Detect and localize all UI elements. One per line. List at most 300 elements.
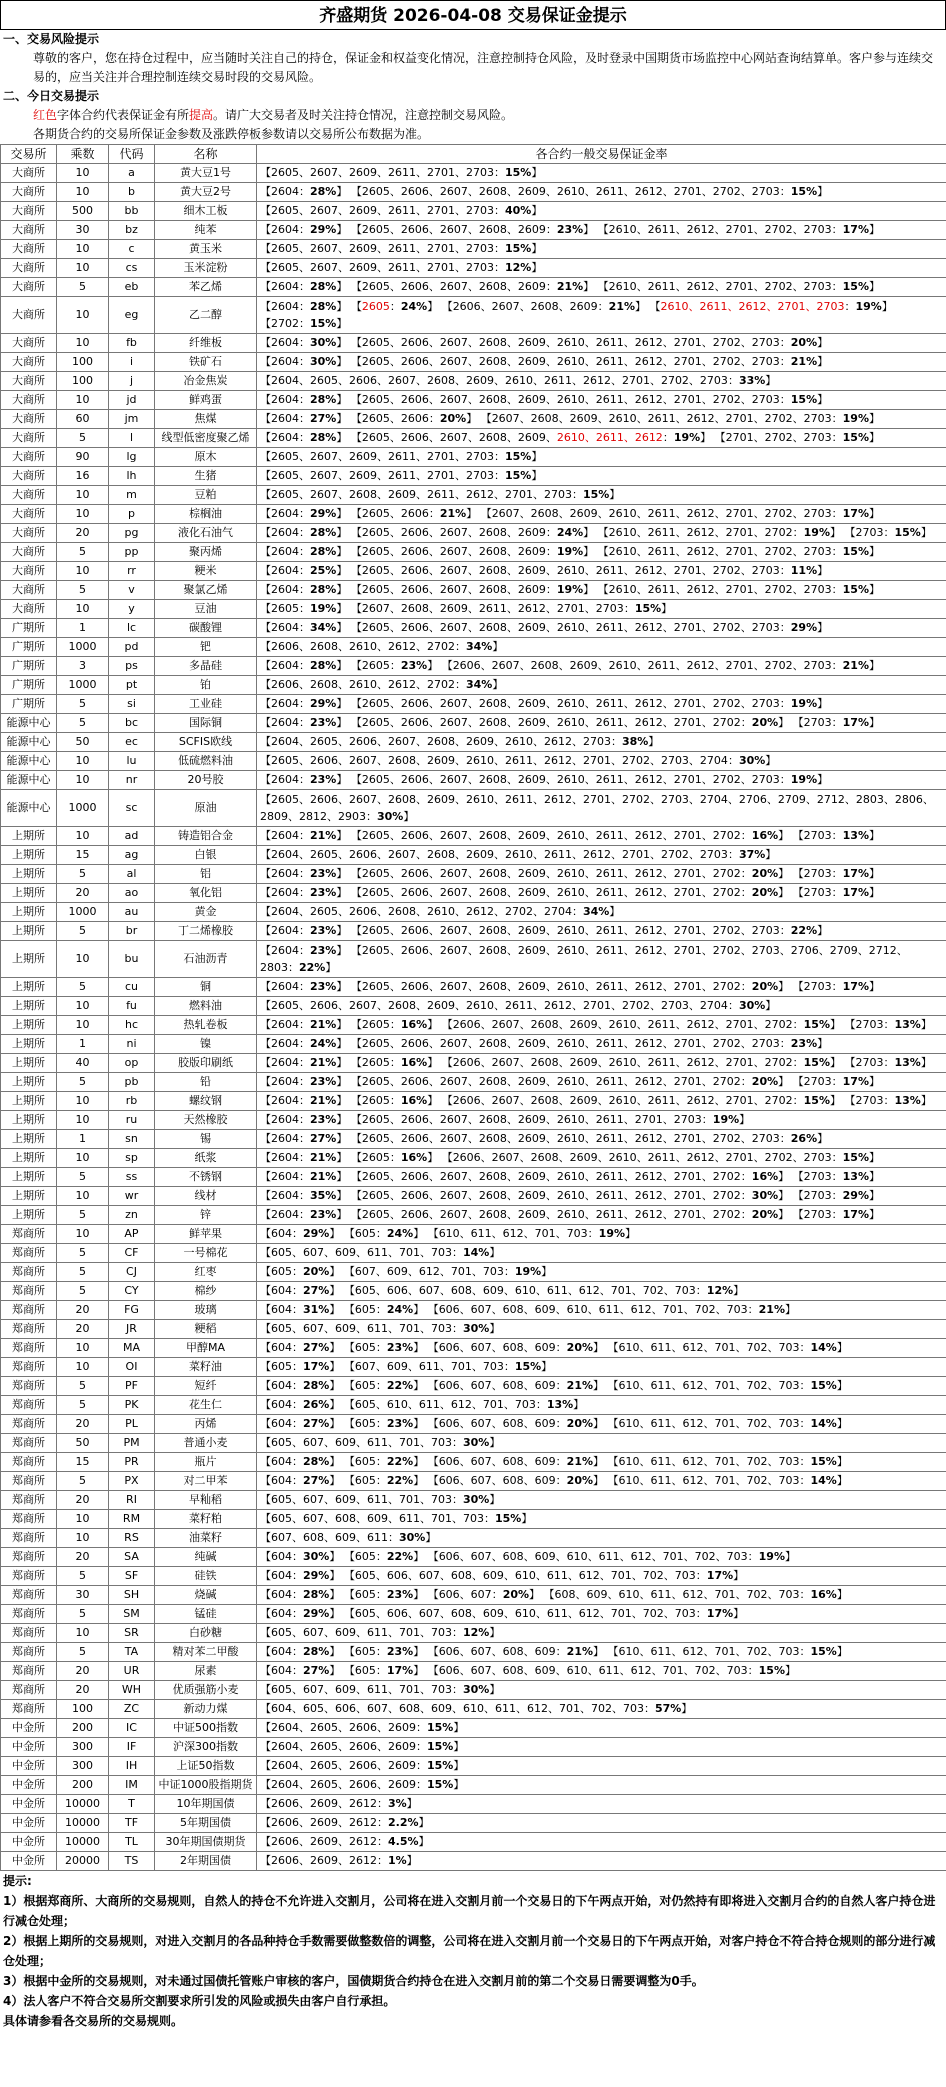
margin-percent: 24% <box>556 526 584 539</box>
cell-name: 丁二烯橡胶 <box>155 922 257 941</box>
cell-margin-rates <box>257 202 946 221</box>
margin-group: 【606、607、608、609：20%】 <box>427 1341 605 1354</box>
margin-percent: 29% <box>310 507 337 520</box>
cell-multiplier: 15 <box>57 846 109 865</box>
margin-percent: 28% <box>303 1645 330 1658</box>
cell-code: TL <box>109 1833 155 1852</box>
cell-multiplier: 5 <box>57 1282 109 1301</box>
table-row <box>1 1453 946 1472</box>
margin-percent: 21% <box>842 659 869 672</box>
cell-multiplier: 5 <box>57 865 109 884</box>
margin-group: 【2604：23%】 <box>260 944 348 957</box>
contract-months: 2605、2606、2607、2608、2609、2610、2611、2612、2701、2702 <box>361 886 741 899</box>
margin-percent: 15% <box>790 185 818 198</box>
margin-percent: 19% <box>803 526 830 539</box>
margin-percent: 19% <box>310 602 337 615</box>
cell-exchange: 上期所 <box>1 1054 57 1073</box>
cell-margin-rates <box>257 1035 946 1054</box>
margin-group: 【2604：23%】 <box>260 1075 348 1088</box>
cell-multiplier: 1000 <box>57 790 109 827</box>
cell-multiplier: 5 <box>57 1206 109 1225</box>
cell-multiplier: 5 <box>57 695 109 714</box>
cell-margin-rates <box>257 1738 946 1757</box>
cell-margin-rates <box>257 278 946 297</box>
contract-months: 2606、2607、2608、2609、2610、2611、2612、2701、2702、2703 <box>452 1151 832 1164</box>
cell-multiplier: 5 <box>57 543 109 562</box>
margin-group: 【605、606、607、608、609、610、611、612、701、702、703：12%】 <box>343 1284 745 1297</box>
margin-group: 【610、611、612、701、702、703：15%】 <box>607 1645 848 1658</box>
contract-months: 605、610、611、612、701、703 <box>354 1398 536 1411</box>
cell-name: 豆油 <box>155 600 257 619</box>
margin-percent: 26% <box>303 1398 330 1411</box>
margin-percent: 12% <box>706 1284 734 1297</box>
table-row <box>1 1225 946 1244</box>
cell-multiplier: 10 <box>57 1187 109 1206</box>
margin-percent: 16% <box>751 829 779 842</box>
cell-margin-rates <box>257 1282 946 1301</box>
cell-margin-rates <box>257 865 946 884</box>
cell-name: 油菜籽 <box>155 1529 257 1548</box>
risk-text: 尊敬的客户，您在持仓过程中，应当随时关注自己的持仓，保证金和权益变化情况，注意控制持仓风险，及时登录中国期货市场监控中心网站查询结算单。客户参与连续交易的，应当关注并合理控制连续交易时段的交易风险。 <box>33 51 934 84</box>
cell-multiplier: 10 <box>57 1624 109 1643</box>
contract-months: 2605、2606、2607、2608、2609、2610、2611、2612、2701、2702 <box>361 829 741 842</box>
margin-group: 【2703：13%】 <box>792 829 880 842</box>
cell-exchange: 大商所 <box>1 164 57 183</box>
table-row <box>1 1814 946 1833</box>
table-row <box>1 638 946 657</box>
contract-months: 2605、2607、2609、2611、2701、2703 <box>271 450 494 463</box>
cell-multiplier: 5 <box>57 1263 109 1282</box>
margin-group: 【2607、2608、2609、2610、2611、2612、2701、2702、2703：19%】 <box>480 412 880 425</box>
cell-exchange: 大商所 <box>1 240 57 259</box>
cell-code: ad <box>109 827 155 846</box>
cell-code: lu <box>109 752 155 771</box>
margin-group: 【2604：23%】 <box>260 716 348 729</box>
margin-group: 【605：23%】 <box>343 1645 425 1658</box>
margin-group: 【605、606、607、608、609、610、611、612、701、702、703：17%】 <box>343 1607 745 1620</box>
cell-margin-rates <box>257 372 946 391</box>
cell-code: zn <box>109 1206 155 1225</box>
table-row <box>1 1681 946 1700</box>
cell-name: 原木 <box>155 448 257 467</box>
margin-group: 【2604：28%】 <box>260 280 348 293</box>
cell-code: jd <box>109 391 155 410</box>
margin-group: 【2604：28%】 <box>260 431 348 444</box>
margin-percent: 15% <box>426 1740 454 1753</box>
contract-months: 604 <box>271 1379 292 1392</box>
margin-group: 【2604：28%】 <box>260 185 348 198</box>
margin-percent: 20% <box>751 1075 779 1088</box>
margin-group: 【2604：28%】 <box>260 526 348 539</box>
contract-months: 2604 <box>271 1151 299 1164</box>
cell-exchange: 郑商所 <box>1 1472 57 1491</box>
margin-group: 【2604、2605、2606、2609：15%】 <box>260 1721 465 1734</box>
contract-months: 2605、2606、2607、2608、2609、2610、2611、2612、2701、2702、2703 <box>361 185 780 198</box>
cell-name: 细木工板 <box>155 202 257 221</box>
cell-exchange: 上期所 <box>1 1206 57 1225</box>
margin-group: 【2604：28%】 <box>260 659 348 672</box>
margin-percent: 13% <box>842 1170 869 1183</box>
cell-code: ni <box>109 1035 155 1054</box>
cell-multiplier: 300 <box>57 1757 109 1776</box>
margin-group: 【604：27%】 <box>260 1284 341 1297</box>
margin-group: 【2605：16%】 <box>350 1094 439 1107</box>
margin-percent: 20% <box>751 867 779 880</box>
contract-months: 606、607、608、609、610、611、612、701、702、703 <box>438 1550 748 1563</box>
contract-months: 2703 <box>803 1208 832 1221</box>
cell-code: IH <box>109 1757 155 1776</box>
cell-name: 白银 <box>155 846 257 865</box>
margin-group: 【2605、2606、2607、2608、2609、2610、2611、2612、2701、2702、2703：15%】 <box>350 393 829 406</box>
margin-group: 【2703：15%】 <box>844 526 932 539</box>
margin-group: 【2703：29%】 <box>792 1189 880 1202</box>
contract-months: 2604 <box>271 545 299 558</box>
contract-months: 2605、2606、2607、2608、2609、2610、2611、2612、2701、2702、2703 <box>361 924 780 937</box>
contract-months: 2604 <box>271 829 299 842</box>
margin-percent: 17% <box>842 867 869 880</box>
cell-exchange: 上期所 <box>1 865 57 884</box>
cell-name: 锌 <box>155 1206 257 1225</box>
table-row <box>1 1263 946 1282</box>
contract-months: 606、607、608、609、610、611、612、701、702、703 <box>438 1303 748 1316</box>
cell-code: IC <box>109 1719 155 1738</box>
cell-exchange: 大商所 <box>1 448 57 467</box>
cell-multiplier: 5 <box>57 1073 109 1092</box>
margin-percent: 11% <box>790 564 818 577</box>
cell-code: pt <box>109 676 155 695</box>
cell-multiplier: 5 <box>57 429 109 448</box>
exchange-note: 各期货合约的交易所保证金参数及涨跌停板参数请以交易所公布数据为准。 <box>33 127 430 141</box>
cell-exchange: 大商所 <box>1 524 57 543</box>
cell-multiplier: 90 <box>57 448 109 467</box>
margin-group: 【605、607、609、611、701、703：30%】 <box>260 1683 501 1696</box>
contract-months: 2605、2606、2607、2608、2609、2610、2611、2612、2701、2702、2703 <box>361 1132 780 1145</box>
contract-months: 2605、2606、2607、2608、2609、2610、2611、2612、2701、2702、2703 <box>361 564 780 577</box>
table-header-row <box>1 145 946 164</box>
margin-group: 【2604：23%】 <box>260 886 348 899</box>
contract-months: 2605、2606、2607、2608、2609、2610、2611、2612、2701、2702 <box>361 1170 741 1183</box>
margin-percent: 20% <box>751 886 779 899</box>
contract-months: 2604 <box>271 1189 299 1202</box>
cell-code: RI <box>109 1491 155 1510</box>
margin-percent: 25% <box>310 564 337 577</box>
margin-group: 【2610、2611、2612、2701、2702、2703：17%】 <box>597 223 880 236</box>
margin-percent: 14% <box>810 1474 837 1487</box>
cell-name: 中证500指数 <box>155 1719 257 1738</box>
contract-months: 2604 <box>271 886 299 899</box>
cell-name: 棉纱 <box>155 1282 257 1301</box>
margin-percent: 20% <box>751 1208 779 1221</box>
cell-name: 硅铁 <box>155 1567 257 1586</box>
cell-margin-rates <box>257 1016 946 1035</box>
margin-group: 【606、607、608、609：21%】 <box>427 1379 605 1392</box>
margin-percent: 19% <box>790 697 818 710</box>
margin-group: 【2703：17%】 <box>792 1208 880 1221</box>
cell-multiplier: 20 <box>57 1491 109 1510</box>
cell-code: CY <box>109 1282 155 1301</box>
legend-tail: 。请广大交易者及时关注持仓情况，注意控制交易风险。 <box>213 108 514 122</box>
contract-months: 2604 <box>271 526 299 539</box>
margin-group: 【2605：19%】 <box>260 602 348 615</box>
margin-group: 【605、610、611、612、701、703：13%】 <box>343 1398 585 1411</box>
cell-margin-rates <box>257 1681 946 1700</box>
margin-percent: 30% <box>738 999 766 1012</box>
cell-multiplier: 5 <box>57 1605 109 1624</box>
margin-group: 【2703：13%】 <box>844 1094 932 1107</box>
margin-percent: 15% <box>803 1094 830 1107</box>
cell-code: AP <box>109 1225 155 1244</box>
cell-code: PR <box>109 1453 155 1472</box>
cell-name: 对二甲苯 <box>155 1472 257 1491</box>
margin-group: 【2605、2606、2607、2608、2609：19%】 <box>350 545 595 558</box>
margin-percent: 22% <box>790 924 818 937</box>
margin-percent: 24% <box>310 1037 337 1050</box>
margin-percent: 27% <box>303 1417 330 1430</box>
margin-percent: 24% <box>386 1227 414 1240</box>
table-row <box>1 1016 946 1035</box>
table-row <box>1 1662 946 1681</box>
margin-group: 【2703：17%】 <box>792 867 880 880</box>
margin-group: 【2604：23%】 <box>260 980 348 993</box>
margin-percent: 21% <box>790 355 818 368</box>
margin-percent: 57% <box>654 1702 682 1715</box>
contract-months: 2604 <box>271 583 299 596</box>
cell-code: TA <box>109 1643 155 1662</box>
cell-code: FG <box>109 1301 155 1320</box>
note-1: 1）根据郑商所、大商所的交易规则，自然人的持仓不允许进入交割月，公司将在进入交割月前一个交易日的下午两点开始，对仍然持有即将进入交割月合约的自然人客户持仓进行减仓处理； <box>3 1894 936 1928</box>
contract-months: 605、607、609、611、701、703 <box>271 1683 452 1696</box>
cell-code: br <box>109 922 155 941</box>
margin-group: 【2605、2606、2607、2608、2609、2610、2611、2612、2701、2702、2703：21%】 <box>350 355 829 368</box>
margin-percent: 29% <box>842 1189 869 1202</box>
contract-months: 2604 <box>271 944 299 957</box>
cell-name: 中证1000股指期货 <box>155 1776 257 1795</box>
cell-exchange: 中金所 <box>1 1833 57 1852</box>
margin-group: 【2605、2606、2607、2608、2609、2610、2611、2612、2701、2702、2703、2704：30%】 <box>260 999 777 1012</box>
cell-name: 鲜苹果 <box>155 1225 257 1244</box>
margin-group: 【2604：21%】 <box>260 829 348 842</box>
table-row <box>1 1491 946 1510</box>
contract-months: 2605、2607、2609、2611、2701、2703 <box>271 204 494 217</box>
margin-percent: 13% <box>842 829 869 842</box>
cell-code: wr <box>109 1187 155 1206</box>
contract-months: 604 <box>271 1284 292 1297</box>
contract-months: 2604 <box>271 621 299 634</box>
cell-exchange: 郑商所 <box>1 1339 57 1358</box>
cell-name: 黄金 <box>155 903 257 922</box>
margin-percent: 16% <box>810 1588 837 1601</box>
margin-group: 【2610、2611、2612、2701、2702、2703：15%】 <box>597 280 880 293</box>
contract-months: 605 <box>354 1417 376 1430</box>
cell-multiplier: 10 <box>57 997 109 1016</box>
margin-percent: 21% <box>310 1094 337 1107</box>
cell-code: WH <box>109 1681 155 1700</box>
contract-months: 610、611、612、701、703 <box>438 1227 588 1240</box>
cell-multiplier: 15 <box>57 1453 109 1472</box>
cell-name: 原油 <box>155 790 257 827</box>
contract-months: 2605、2606、2607、2608、2609 <box>361 526 546 539</box>
margin-percent: 28% <box>310 545 337 558</box>
margin-percent: 21% <box>566 1455 594 1468</box>
cell-code: UR <box>109 1662 155 1681</box>
table-row <box>1 752 946 771</box>
contract-months: 2605、2606、2607、2608、2609、 <box>361 431 557 444</box>
contract-months: 605、606、607、608、609、610、611、612、701、702、703 <box>354 1607 696 1620</box>
margin-group: 【2604：21%】 <box>260 1056 348 1069</box>
cell-margin-rates <box>257 1662 946 1681</box>
margin-percent: 21% <box>608 300 636 313</box>
margin-percent: 21% <box>310 1056 337 1069</box>
cell-multiplier: 20 <box>57 524 109 543</box>
cell-name: 聚丙烯 <box>155 543 257 562</box>
margin-percent: 17% <box>842 1208 869 1221</box>
table-row <box>1 505 946 524</box>
margin-group: 【2605、2606、2607、2608、2609、2610、2611、2612、2701、2702、2703：19%】 <box>350 773 829 786</box>
cell-name: 国际铜 <box>155 714 257 733</box>
contract-months: 2605 <box>361 1151 390 1164</box>
margin-percent: 17% <box>842 1075 869 1088</box>
cell-multiplier: 10 <box>57 297 109 334</box>
cell-margin-rates <box>257 1643 946 1662</box>
margin-percent: 23% <box>310 773 337 786</box>
margin-percent: 20% <box>303 1265 330 1278</box>
cell-margin-rates <box>257 1491 946 1510</box>
cell-multiplier: 10 <box>57 1092 109 1111</box>
cell-code: nr <box>109 771 155 790</box>
margin-percent: 15% <box>514 1360 542 1373</box>
cell-multiplier: 10 <box>57 259 109 278</box>
cell-multiplier: 20 <box>57 884 109 903</box>
contract-months: 604 <box>271 1607 292 1620</box>
cell-margin-rates <box>257 676 946 695</box>
margin-percent: 22% <box>299 961 326 974</box>
cell-name: 普通小麦 <box>155 1434 257 1453</box>
cell-margin-rates <box>257 1700 946 1719</box>
margin-percent: 28% <box>310 583 337 596</box>
cell-name: 黄玉米 <box>155 240 257 259</box>
table-row <box>1 1130 946 1149</box>
cell-name: 早籼稻 <box>155 1491 257 1510</box>
header-code: 代码 <box>109 145 155 164</box>
cell-multiplier: 60 <box>57 410 109 429</box>
cell-name: 铂 <box>155 676 257 695</box>
margin-percent: 19% <box>842 412 869 425</box>
margin-percent: 17% <box>706 1607 734 1620</box>
contract-months: 2605、2607、2609、2611、2701、2703 <box>271 242 494 255</box>
cell-margin-rates <box>257 183 946 202</box>
margin-percent: 17% <box>842 223 869 236</box>
cell-code: JR <box>109 1320 155 1339</box>
cell-multiplier: 10 <box>57 240 109 259</box>
margin-percent: 17% <box>303 1360 330 1373</box>
contract-months: 2607、2608、2609、2610、2611、2612、2701、2702、2703 <box>491 507 832 520</box>
cell-exchange: 郑商所 <box>1 1662 57 1681</box>
margin-percent: 15% <box>310 317 337 330</box>
cell-code: TF <box>109 1814 155 1833</box>
table-row <box>1 1415 946 1434</box>
margin-percent: 16% <box>751 1170 779 1183</box>
margin-group: 【2605、2606、2607、2608、2609、2610、2611、2701、2703：19%】 <box>350 1113 751 1126</box>
cell-name: 优质强筋小麦 <box>155 1681 257 1700</box>
contract-months: 2605、2606、2607、2608、2609、2610、2611、2612、2701、2702、2703 <box>361 336 780 349</box>
contract-months: 605 <box>271 1265 292 1278</box>
contract-months: 2605、2606、2607、2608、2609 <box>361 583 546 596</box>
cell-exchange: 中金所 <box>1 1852 57 1871</box>
margin-percent: 20% <box>751 716 779 729</box>
margin-percent: 24% <box>400 300 428 313</box>
contract-months: 2604、2605、2606、2607、2608、2609、2610、2612、2703 <box>271 735 611 748</box>
cell-margin-rates <box>257 1548 946 1567</box>
margin-group: 【2605、2606、2607、2608、2609、2610、2611、2612、2701、2702、2703：23%】 <box>350 1037 829 1050</box>
cell-margin-rates <box>257 1719 946 1738</box>
cell-code: b <box>109 183 155 202</box>
margin-group: 【605：23%】 <box>343 1417 425 1430</box>
cell-margin-rates <box>257 827 946 846</box>
margin-group: 【2604：28%】 <box>260 300 348 313</box>
margin-group: 【605、607、609、611、701、703：12%】 <box>260 1626 501 1639</box>
cell-exchange: 大商所 <box>1 259 57 278</box>
cell-code: v <box>109 581 155 600</box>
contract-months: 2604 <box>271 412 299 425</box>
cell-code: ss <box>109 1168 155 1187</box>
margin-group: 【2605：24%】 <box>350 300 439 313</box>
margin-percent: 19% <box>673 431 701 444</box>
cell-name: 线型低密度聚乙烯 <box>155 429 257 448</box>
cell-exchange: 大商所 <box>1 202 57 221</box>
margin-group: 【2605、2606、2607、2608、2609、2610、2611、2612、2701、2702、2703：15%】 <box>350 185 829 198</box>
cell-margin-rates <box>257 1244 946 1263</box>
cell-multiplier: 10 <box>57 391 109 410</box>
cell-code: SF <box>109 1567 155 1586</box>
margin-percent: 19% <box>712 1113 740 1126</box>
margin-percent: 21% <box>439 507 467 520</box>
margin-group: 【604：28%】 <box>260 1379 341 1392</box>
cell-multiplier: 1000 <box>57 676 109 695</box>
cell-code: j <box>109 372 155 391</box>
cell-margin-rates <box>257 733 946 752</box>
cell-name: 丙烯 <box>155 1415 257 1434</box>
margin-group: 【606、607、608、609、610、611、612、701、702、703：15%】 <box>427 1664 796 1677</box>
table-row <box>1 486 946 505</box>
cell-code: bc <box>109 714 155 733</box>
table-row <box>1 997 946 1016</box>
margin-percent: 15% <box>842 280 869 293</box>
contract-months: 2606、2608、2610、2612、2702 <box>271 678 455 691</box>
margin-percent: 13% <box>894 1056 921 1069</box>
margin-group: 【606、607：20%】 <box>427 1588 541 1601</box>
table-row <box>1 410 946 429</box>
margin-percent: 24% <box>386 1303 414 1316</box>
cell-multiplier: 10 <box>57 771 109 790</box>
margin-group: 【2605、2606、2607、2608、2609：21%】 <box>350 280 595 293</box>
table-row <box>1 543 946 562</box>
table-row <box>1 1529 946 1548</box>
table-row <box>1 903 946 922</box>
cell-name: 粳米 <box>155 562 257 581</box>
cell-name: 10年期国债 <box>155 1795 257 1814</box>
margin-group: 【2703：17%】 <box>792 980 880 993</box>
contract-months: 604 <box>271 1664 292 1677</box>
contract-months: 2703 <box>803 1170 832 1183</box>
contract-months: 2605、2606、2607、2608、2609 <box>361 280 546 293</box>
cell-name: 螺纹钢 <box>155 1092 257 1111</box>
cell-multiplier: 10000 <box>57 1833 109 1852</box>
table-row <box>1 1396 946 1415</box>
contract-months: 606、607、608、609 <box>438 1379 556 1392</box>
cell-exchange: 郑商所 <box>1 1567 57 1586</box>
margin-percent: 28% <box>310 185 337 198</box>
contract-months: 2605 <box>361 659 390 672</box>
